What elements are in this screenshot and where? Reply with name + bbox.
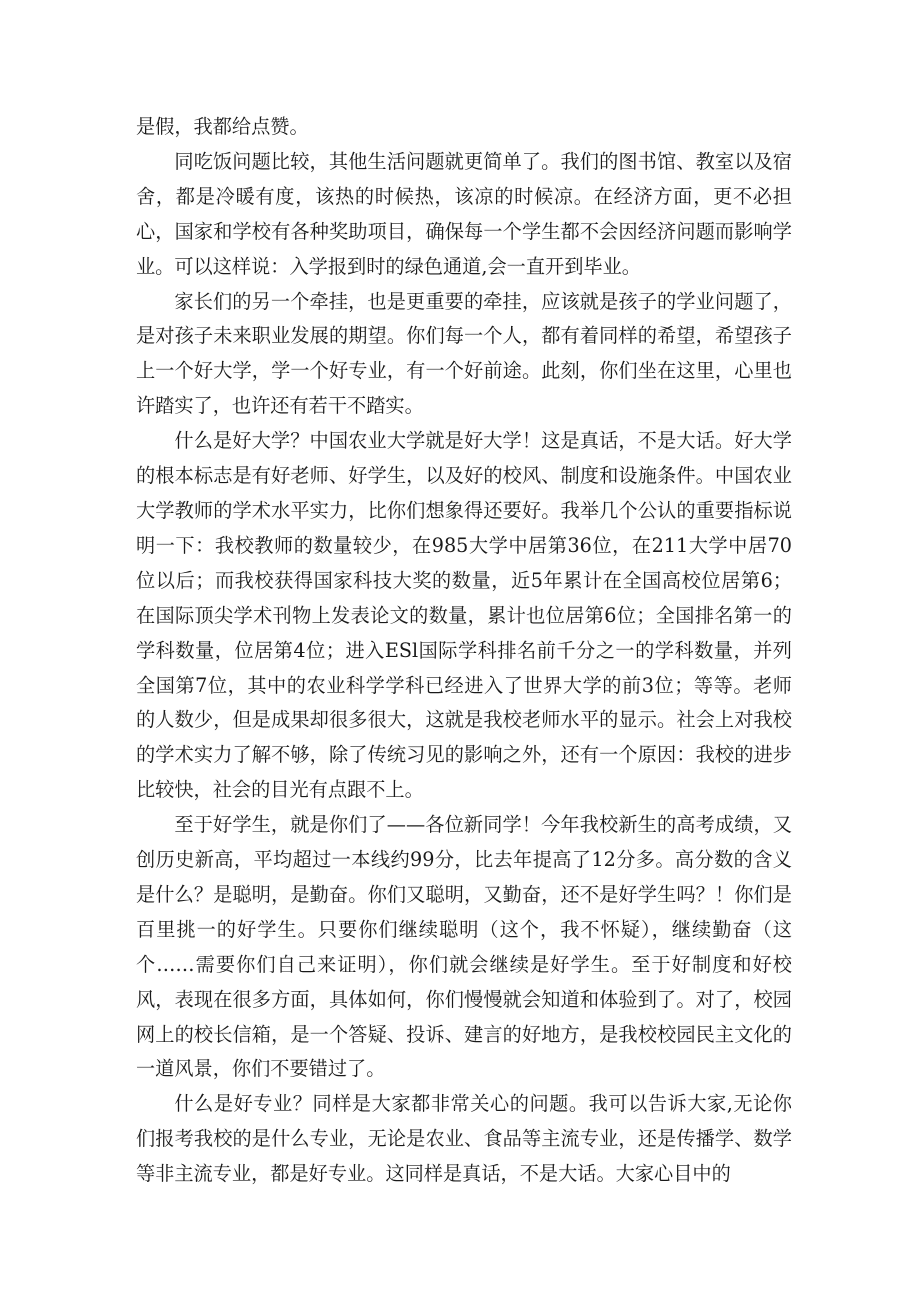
- paragraph-2: 同吃饭问题比较，其他生活问题就更简单了。我们的图书馆、教室以及宿舍，都是冷暖有度，该热的时候热，该凉的时候凉。在经济方面，更不必担心，国家和学校有各种奖助项目，确保每一个学生都不会因经济问题而影响学业。可以这样说：入学报到时的绿色通道,会一直开到毕业。: [136, 149, 792, 278]
- paragraph-6: 什么是好专业？同样是大家都非常关心的问题。我可以告诉大家,无论你们报考我校的是什么专业，无论是农业、食品等主流专业，还是传播学、数学等非主流专业，都是好专业。这同样是真话，不是大话。大家心目中的: [136, 1092, 792, 1186]
- paragraph-1: 是假，我都给点赞。: [136, 115, 309, 138]
- document-body: [136, 110, 792, 1192]
- paragraph-4: 什么是好大学？中国农业大学就是好大学！这是真话，不是大话。好大学的根本标志是有好老师、好学生，以及好的校风、制度和设施条件。中国农业大学教师的学术水平实力，比你们想象得还要好。我举几个公认的重要指标说明一下：我校教师的数量较少，在985大学中居第36位，在211大学中居70位以后；而我校获得国家科技大奖的数量，近5年累计在全国高校位居第6；在国际顶尖学术刊物上发表论文的数量，累计也位居第6位；全国排名第一的学科数量，位居第4位；进入ESl国际学科排名前千分之一的学科数量，并列全国第7位，其中的农业科学学科已经进入了世界大学的前3位；等等。老师的人数少，但是成果却很多很大，这就是我校老师水平的显示。社会上对我校的学术实力了解不够，除了传统习见的影响之外，还有一个原因：我校的进步比较快，社会的目光有点跟不上。: [136, 429, 792, 802]
- paragraph-5: 至于好学生，就是你们了——各位新同学！今年我校新生的高考成绩，又创历史新高，平均超过一本线约99分，比去年提高了12分多。高分数的含义是什么？是聪明，是勤奋。你们又聪明，又勤奋，还不是好学生吗？！你们是百里挑一的好学生。只要你们继续聪明（这个，我不怀疑），继续勤奋（这个……需要你们自己来证明），你们就会继续是好学生。至于好制度和好校风，表现在很多方面，具体如何，你们慢慢就会知道和体验到了。对了，校园网上的校长信箱，是一个答疑、投诉、建言的好地方，是我校校园民主文化的一道风景，你们不要错过了。: [136, 813, 792, 1081]
- paragraph-3: 家长们的另一个牵挂，也是更重要的牵挂，应该就是孩子的学业问题了，是对孩子未来职业发展的期望。你们每一个人，都有着同样的希望，希望孩子上一个好大学，学一个好专业，有一个好前途。此刻，你们坐在这里，心里也许踏实了，也许还有若干不踏实。: [136, 289, 792, 418]
